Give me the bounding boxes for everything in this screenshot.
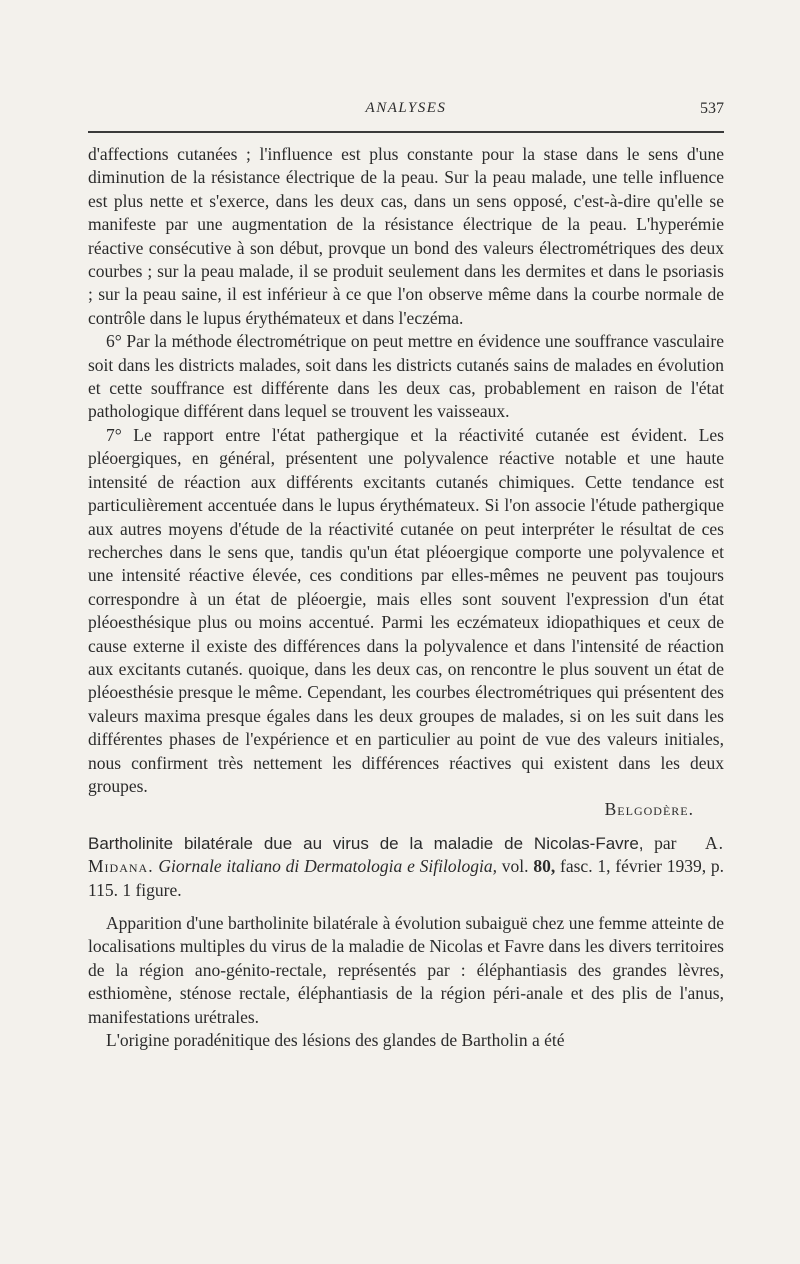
article-author: A. Midana. bbox=[88, 832, 725, 877]
running-title: ANALYSES bbox=[365, 100, 447, 116]
article-citation-rest: fasc. 1, février 1939, p. 115. 1 figure. bbox=[88, 856, 725, 900]
article-volume: 80, bbox=[533, 856, 556, 877]
article-vol-prefix: vol. bbox=[501, 856, 529, 877]
page-body bbox=[88, 143, 724, 1052]
article-paragraph-1: Apparition d'une bartholinite bilatérale à évolution subaiguë chez une femme atteinte de localisations multiples du virus de la maladie de Nicolas et Favre dans les divers territoires de la région ano-génito-rectale, représentés par : éléphantiasis des grandes lèvres, esthiomène, sténose rectale, éléphantiasis de la région péri-anale et des plis de l'anus, manifestations urétrales. bbox=[88, 913, 724, 1027]
article-by: par bbox=[654, 832, 677, 853]
article-heading bbox=[88, 832, 724, 902]
header-rule bbox=[88, 131, 724, 133]
paragraph-1: d'affections cutanées ; l'influence est plus constante pour la stase dans le sens d'une diminution de la résistance électrique de la peau. Sur la peau malade, une telle influence est plus nette et s'exerce, dans les deux cas, dans un sens opposé, c'est-à-dire qu'elle se manifeste par une augmentation de la résistance électrique de la peau. L'hyperémie réactive consécutive à son début, provque un bond des valeurs électrométriques des deux courbes ; sur la peau malade, il se produit seulement dans les dermites et dans le psoriasis ; sur la peau saine, il est inférieur à ce que l'on observe même dans la courbe normale de contrôle dans le lupus érythémateux et dans l'eczéma. bbox=[88, 144, 724, 328]
signature: Belgodère. bbox=[604, 799, 694, 820]
page-number: 537 bbox=[700, 100, 724, 117]
article-title: Bartholinite bilatérale due au virus de la maladie de Nicolas-Favre, bbox=[88, 833, 644, 853]
article-paragraph-2: L'origine poradénitique des lésions des glandes de Bartholin a été bbox=[106, 1030, 565, 1051]
paragraph-3: 7° Le rapport entre l'état pathergique et la réactivité cutanée est évident. Les pléoergiques, en général, présentent une polyvalence réactive notable et une haute intensité de réaction aux différents excitants cutanés chimiques. Cette tendance est particulièrement accentuée dans le lupus érythémateux. Si l'on associe l'étude pathergique aux autres moyens d'étude de la réactivité cutanée on peut interpréter le résultat de ces recherches dans le sens que, tandis qu'un état pléoergique comporte une polyvalence et une intensité réactive élevée, ces conditions par elles-mêmes ne peuvent pas toujours correspondre à un état de pléoergie, mais elles sont souvent l'expression d'un état pléoesthésique plus ou moins accentué. Parmi les eczémateux idiopathiques et ceux de cause externe il existe des différences dans la polyvalence et dans l'intensité de réaction aux excitants cutanés. quoique, dans les deux cas, on rencontre le plus souvent un état de pléoesthésie presque le même. Cependant, les courbes électrométriques qui présentent des valeurs maxima presque égales dans les deux groupes de malades, si on les suit dans les différentes phases de l'expérience et en particulier au point de vue des valeurs initiales, nous confirment très nettement les différences réactives qui existent dans les deux groupes. bbox=[88, 424, 724, 796]
article-journal: Giornale italiano di Dermatologia e Sifilologia, bbox=[158, 856, 497, 877]
paragraph-2: 6° Par la méthode électrométrique on peut mettre en évidence une souffrance vasculaire soit dans les districts malades, soit dans les districts cutanés sains de malades en évolution et cette souffrance est différente dans les deux cas, probablement en raison de l'état pathologique différent dans lequel se trouvent les vaisseaux. bbox=[88, 331, 724, 422]
running-head bbox=[88, 100, 724, 126]
